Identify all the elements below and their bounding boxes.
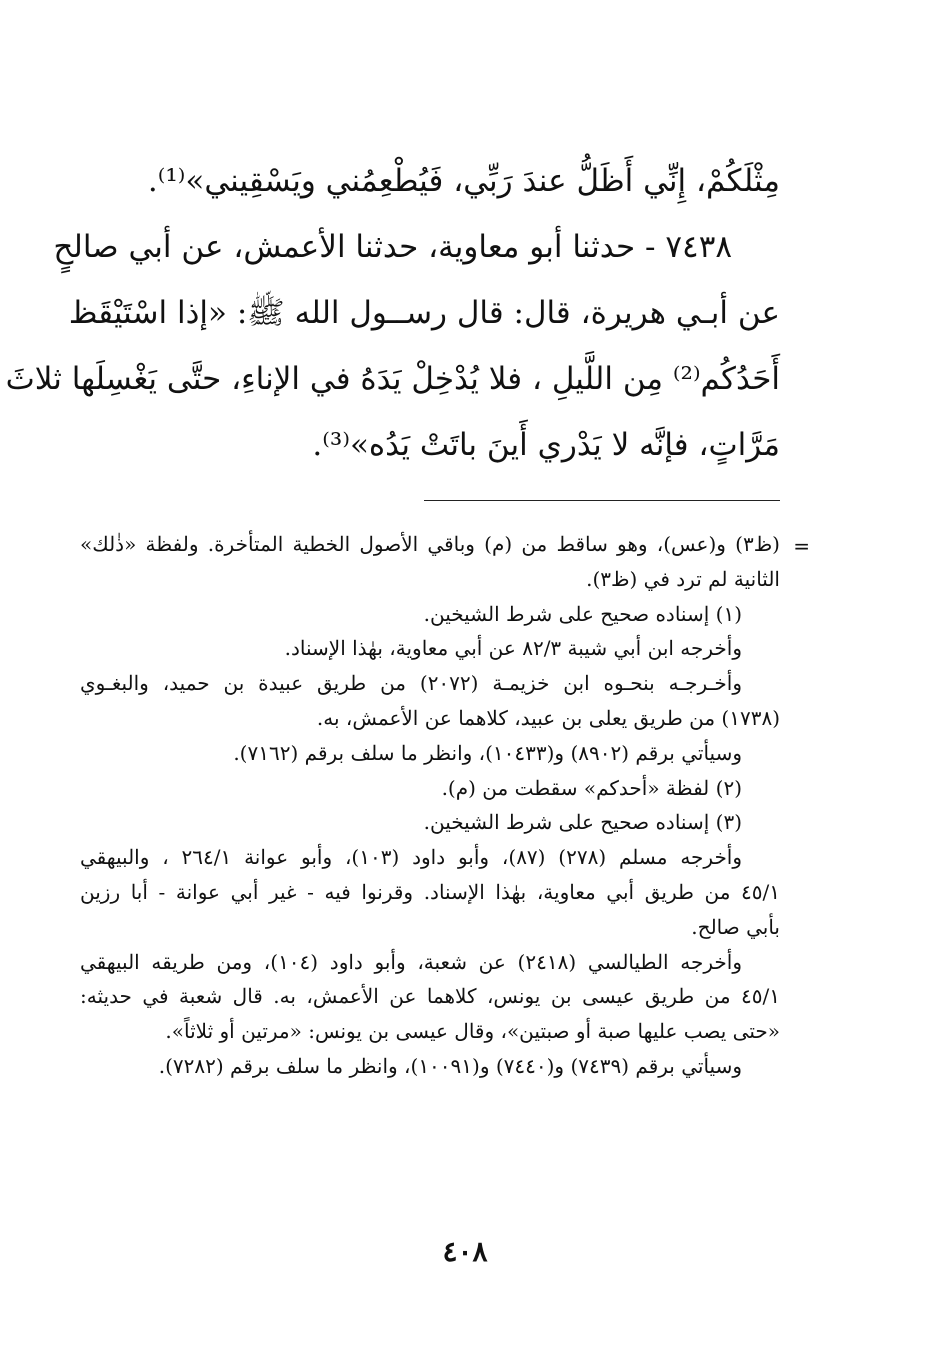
footnote-line: «حتى يصب عليها صبة أو صبتين»، وقال عيسى بن يونس: «مرتين أو ثلاثاً».: [165, 1019, 780, 1044]
main-text-line: مِثْلَكُمْ، إِنِّي أَظَلُّ عندَ رَبِّي، فَيُطْعِمُني ويَسْقِيني»⁽¹⁾.: [147, 163, 780, 199]
footnote-line: وسيأتي برقم (٨٩٠٢) و(١٠٤٣٣)، وانظر ما سلف برقم (٧١٦٢).: [233, 740, 742, 765]
footnote-line: وأخرجه الطيالسي (٢٤١٨) عن شعبة، وأبو داود (١٠٤)، ومن طريقه البيهقي: [80, 949, 743, 974]
footnote-line: وأخرجه مسلم (٢٧٨) (٨٧)، وأبو داود (١٠٣)، وأبو عوانة ٢٦٤/١ ، والبيهقي: [80, 845, 743, 870]
footnote-line: ٤٥/١ من طريق أبي معاوية، بهٰذا الإسناد. وقرنوا فيه - غير أبي عوانة - أبا رزين: [80, 879, 780, 904]
footnote-line: بأبي صالح.: [691, 914, 780, 939]
footnote-line: ٤٥/١ من طريق عيسى بن يونس، كلاهما عن الأعمش، به. قال شعبة في حديثه:: [80, 984, 780, 1009]
hadith-main-text: [5, 148, 780, 478]
footnote-3: (٣) إسناده صحيح على شرط الشيخين.: [423, 810, 742, 835]
footnote-line: وسيأتي برقم (٧٤٣٩) و(٧٤٤٠) و(١٠٠٩١)، وانظر ما سلف برقم (٧٢٨٢).: [158, 1053, 742, 1078]
footnote-line: وأخـرجـه بنحـوه ابن خزيمـة (٢٠٧٢) من طريق عبيدة بن حميد، والبغـوي: [80, 671, 742, 696]
hadith-number-line: ٧٤٣٨ - حدثنا أبو معاوية، حدثنا الأعمش، عن أبي صالحٍ: [53, 229, 732, 265]
footnote-line: (١٧٣٨) من طريق يعلى بن عبيد، كلاهما عن الأعمش، به.: [316, 705, 780, 730]
footnote-1: (١) إسناده صحيح على شرط الشيخين.: [423, 601, 742, 626]
main-text-line: مَرَّاتٍ، فإنَّه لا يَدْري أَينَ باتَتْ يَدُه»⁽³⁾.: [312, 427, 780, 463]
footnote-separator: [424, 500, 780, 501]
footnote-line: وأخرجه ابن أبي شيبة ٨٢/٣ عن أبي معاوية، بهٰذا الإسناد.: [284, 636, 742, 661]
main-text-line: عن أبـي هريرة، قال: قال رســول الله ﷺ: «إذا اسْتَيْقَظ: [68, 295, 780, 331]
footnote-line: (ظ٣) و(عس)، وهو ساقط من (م) وباقي الأصول الخطية المتأخرة. ولفظة «ذٰلك»: [80, 532, 780, 556]
footnote-continuation-mark: =: [793, 534, 810, 558]
footnote-line: الثانية لم ترد في (ظ٣).: [586, 566, 780, 591]
page-number: ٤٠٨: [442, 1235, 488, 1268]
footnotes-section: [80, 527, 780, 1084]
footnote-2: (٢) لفظة «أحدكم» سقطت من (م).: [441, 775, 742, 800]
main-text-line: أَحَدُكُم⁽²⁾ مِن اللَّيلِ ، فلا يُدْخِلْ يَدَهُ في الإناءِ، حتَّى يَغْسِلَها ثلاثَ: [5, 361, 780, 397]
